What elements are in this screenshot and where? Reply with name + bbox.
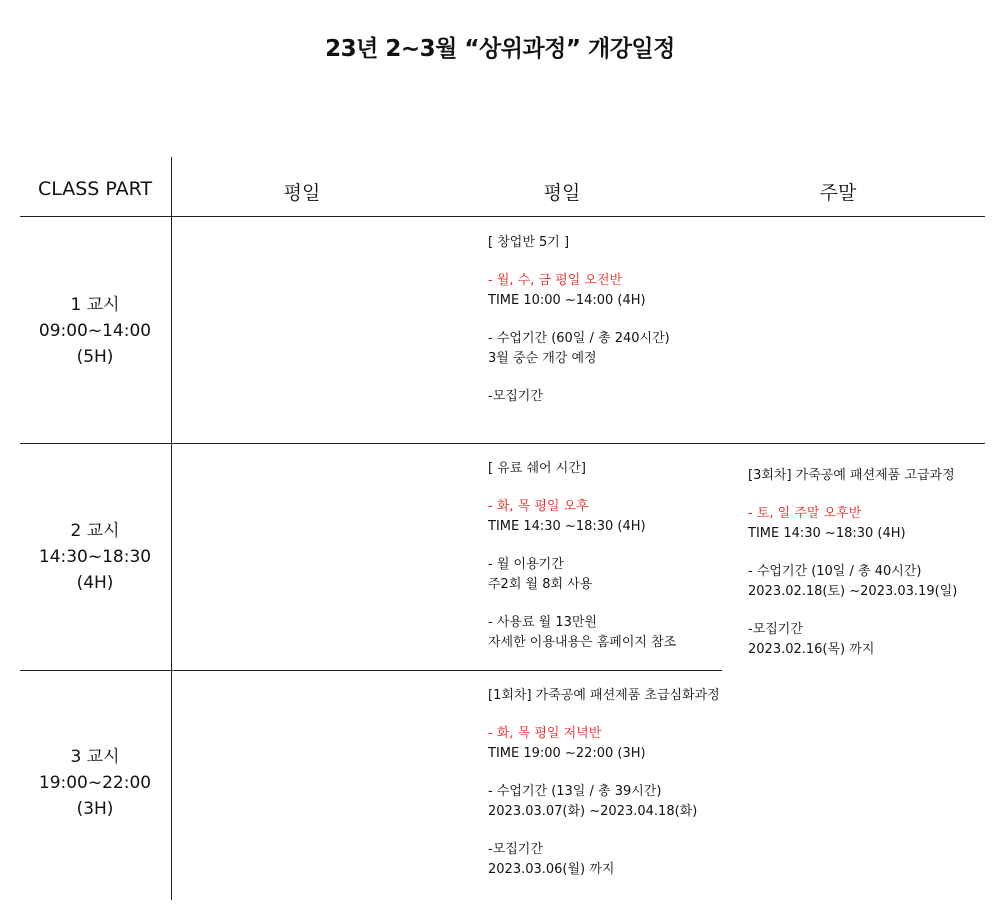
- row-period-hours: (5H): [76, 347, 114, 367]
- row-period-name: 1 교시: [70, 295, 120, 315]
- class-recruit-detail: 2023.03.06(월) 까지: [488, 862, 615, 877]
- header-class-part: CLASS PART: [37, 178, 153, 200]
- class-period: - 수업기간 (13일 / 총 39시간): [488, 784, 662, 799]
- class-heading: [1회차] 가죽공예 패션제품 초급심화과정: [488, 688, 720, 703]
- class-recruit: -모집기간: [488, 842, 543, 857]
- class-period-detail: 2023.03.07(화) ~2023.04.18(화): [488, 804, 698, 819]
- page-title: 23년 2~3월 “상위과정” 개강일정: [325, 36, 675, 62]
- row-period-hours: (3H): [76, 799, 114, 819]
- class-period: - 수업기간 (60일 / 총 240시간): [488, 331, 670, 346]
- class-recruit-detail: 2023.02.16(목) 까지: [748, 642, 875, 657]
- header-weekday-2: 평일: [543, 182, 581, 204]
- class-usage: - 월 이용기간: [488, 557, 564, 572]
- class-time: TIME 10:00 ~14:00 (4H): [488, 293, 646, 308]
- class-fee: - 사용료 월 13만원: [488, 615, 597, 630]
- class-block-intermediate: [488, 686, 720, 880]
- header-weekend: 주말: [819, 182, 857, 204]
- class-time: TIME 14:30 ~18:30 (4H): [488, 519, 646, 534]
- class-block-startup: [488, 233, 670, 407]
- row-label-period-2: [20, 518, 170, 596]
- column-divider: [171, 157, 172, 900]
- class-heading: [3회차] 가죽공예 패션제품 고급과정: [748, 468, 955, 483]
- class-block-share-time: [488, 459, 676, 653]
- row-period-hours: (4H): [76, 573, 114, 593]
- class-block-advanced: [748, 466, 957, 660]
- row-period-time: 14:30~18:30: [38, 547, 152, 567]
- row-divider-1: [20, 443, 985, 444]
- class-recruit: -모집기간: [488, 389, 543, 404]
- class-usage-detail: 주2회 월 8회 사용: [488, 577, 593, 592]
- class-fee-detail: 자세한 이용내용은 홈페이지 참조: [488, 635, 677, 650]
- class-days: - 화, 목 평일 오후: [488, 499, 589, 514]
- class-period-detail: 2023.02.18(토) ~2023.03.19(일): [748, 584, 958, 599]
- class-time: TIME 14:30 ~18:30 (4H): [748, 526, 906, 541]
- class-recruit: -모집기간: [748, 622, 803, 637]
- class-days: - 월, 수, 금 평일 오전반: [488, 273, 623, 288]
- class-time: TIME 19:00 ~22:00 (3H): [488, 746, 646, 761]
- row-period-name: 2 교시: [70, 521, 120, 541]
- class-heading: [ 유료 쉐어 시간]: [488, 461, 586, 476]
- row-label-period-3: [20, 744, 170, 822]
- row-divider-2: [20, 670, 722, 671]
- row-period-time: 19:00~22:00: [38, 773, 152, 793]
- row-period-name: 3 교시: [70, 747, 120, 767]
- class-period: - 수업기간 (10일 / 총 40시간): [748, 564, 922, 579]
- class-heading: [ 창업반 5기 ]: [488, 235, 570, 250]
- header-divider: [20, 216, 985, 217]
- class-days: - 화, 목 평일 저녁반: [488, 726, 602, 741]
- class-period-detail: 3월 중순 개강 예정: [488, 351, 597, 366]
- row-label-period-1: [20, 292, 170, 370]
- row-period-time: 09:00~14:00: [38, 321, 152, 341]
- class-days: - 토, 일 주말 오후반: [748, 506, 862, 521]
- header-weekday-1: 평일: [283, 182, 321, 204]
